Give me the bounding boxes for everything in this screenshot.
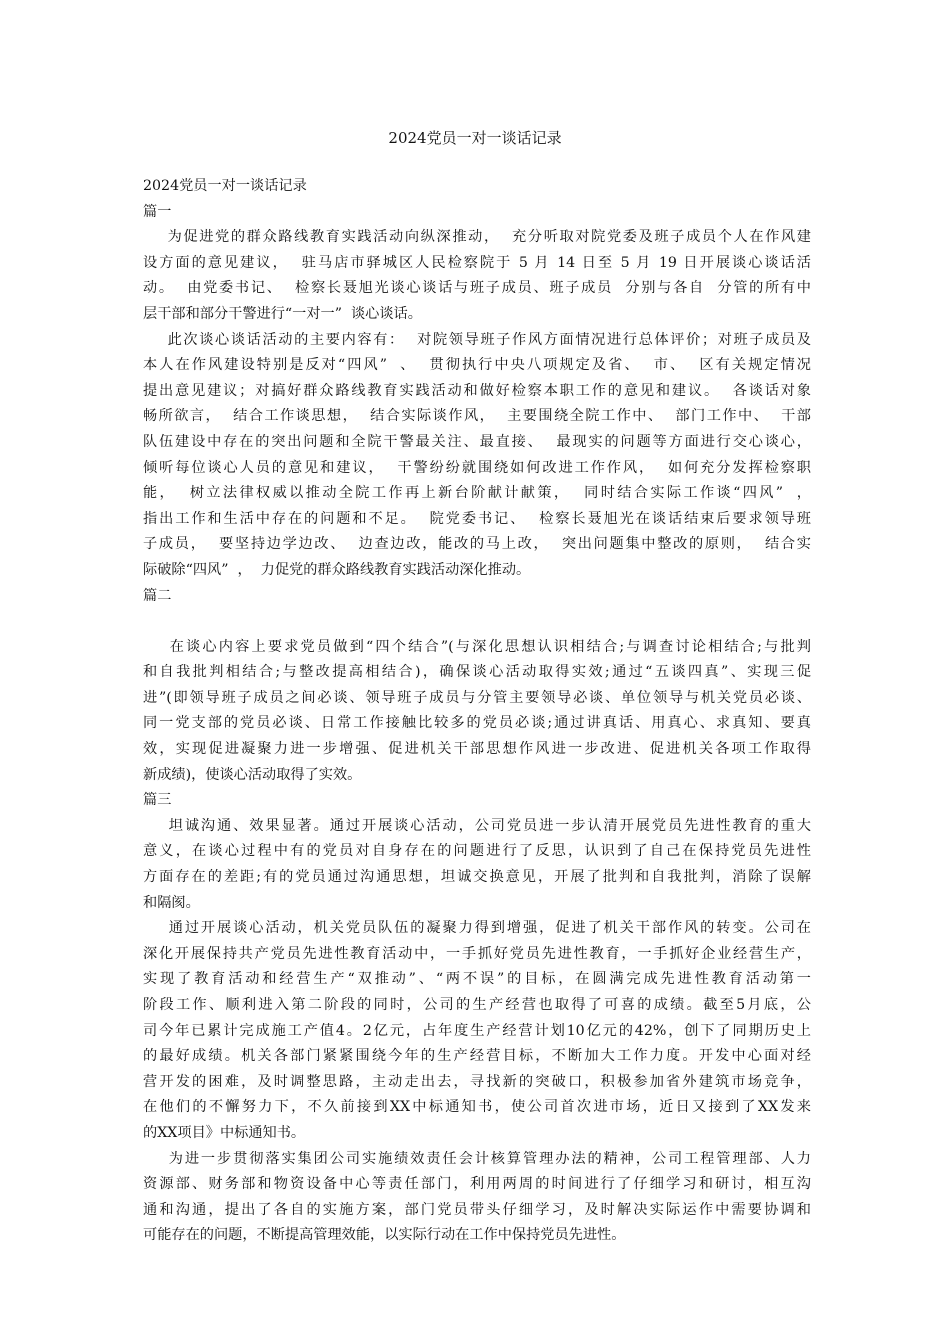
text-line: 营开发的困难，及时调整思路，主动走出去，寻找新的突破口，积极参加省外建筑市场竞争，	[143, 1073, 811, 1090]
text-line: 为进一步贯彻落实集团公司实施绩效责任会计核算管理办法的精神，公司工程管理部、人力	[143, 1150, 811, 1167]
blank-line	[143, 609, 811, 635]
text-line: 坦诚沟通、效果显著。通过开展谈心活动，公司党员进一步认清开展党员先进性教育的重大	[143, 817, 811, 834]
section-heading: 篇一	[143, 203, 172, 220]
text-line: 同一党支部的党员必谈、日常工作接触比较多的党员必谈;通过讲真话、用真心、求真知、要真	[143, 715, 811, 732]
text-line: 阶段工作、顺利进入第二阶段的同时，公司的生产经营也取得了可喜的成绩。截至5月底，公	[143, 997, 811, 1013]
text-line: 子成员， 要坚持边学边改、 边查边改，能改的马上改， 突出问题集中整改的原则， 结合实	[143, 536, 811, 553]
text-line: 倾听每位谈心人员的意见和建议， 干警纷纷就围绕如何改进工作作风， 如何充分发挥检察职	[143, 459, 811, 476]
text-line: 际破除“四风” ， 力促党的群众路线教育实践活动深化推动。	[143, 561, 531, 578]
paragraph	[143, 635, 811, 789]
text-line: 动。 由党委书记、 检察长聂旭光谈心谈话与班子成员、班子成员 分别与各自 分管的所有中	[143, 280, 811, 297]
text-line: 的XX项目》中标通知书。	[143, 1124, 306, 1141]
text-line: 指出工作和生活中存在的问题和不足。 院党委书记、 检察长聂旭光在谈话结束后要求领导班	[143, 510, 811, 527]
text-line: 深化开展保持共产党员先进性教育活动中，一手抓好党员先进性教育，一手抓好企业经营生产，	[143, 945, 811, 962]
text-line: 进”(即领导班子成员之间必谈、领导班子成员与分管主要领导必谈、单位领导与机关党员必谈、	[143, 689, 811, 706]
text-line: 和自我批判相结合;与整改提高相结合)，确保谈心活动取得实效;通过“五谈四真”、实现三促	[143, 664, 811, 681]
text-line: 效，实现促进凝聚力进一步增强、促进机关干部思想作风进一步改进、促进机关各项工作取得	[143, 741, 811, 758]
paragraph	[143, 328, 811, 584]
text-line: 可能存在的问题，不断提高管理效能，以实际行动在工作中保持党员先进性。	[143, 1227, 626, 1244]
text-line: 设方面的意见建议， 驻马店市驿城区人民检察院于 5 月 14 日至 5 月 19 日开展谈心谈话活	[143, 254, 811, 271]
text-line: 层干部和部分干警进行“一对一” 谈心谈话。	[143, 305, 422, 322]
paragraph	[143, 225, 811, 327]
text-line: 在他们的不懈努力下，不久前接到XX中标通知书，使公司首次进市场，近日又接到了XX发来	[143, 1099, 811, 1116]
text-line: 通过开展谈心活动，机关党员队伍的凝聚力得到增强，促进了机关干部作风的转变。公司在	[143, 920, 811, 937]
text-line: 提出意见建议；对搞好群众路线教育实践活动和做好检察本职工作的意见和建议。 各谈话对象	[143, 382, 811, 399]
document-body	[143, 174, 811, 1249]
text-line: 实现了教育活动和经营生产“双推动”、“两不误”的目标，在圆满完成先进性教育活动第一	[143, 971, 811, 988]
text-line: 和隔阂。	[143, 894, 200, 911]
paragraph	[143, 814, 811, 916]
text-line: 资源部、财务部和物资设备中心等责任部门，利用两周的时间进行了仔细学习和研讨，相互沟	[143, 1176, 811, 1193]
paragraph	[143, 1147, 811, 1249]
text-line: 为促进党的群众路线教育实践活动向纵深推动， 充分听取对院党委及班子成员个人在作风建	[143, 229, 811, 246]
text-line: 本人在作风建设特别是反对“四风” 、 贯彻执行中央八项规定及省、 市、 区有关规定情况	[143, 357, 811, 374]
document-title: 2024党员一对一谈话记录	[388, 129, 562, 147]
text-line: 的最好成绩。机关各部门紧紧围绕今年的生产经营目标，不断加大工作力度。开发中心面对经	[143, 1048, 811, 1065]
section-heading: 篇三	[143, 792, 172, 809]
text-line: 能， 树立法律权威以推动全院工作再上新台阶献计献策， 同时结合实际工作谈“四风” ，	[143, 485, 811, 502]
text-line: 方面存在的差距;有的党员通过沟通思想，坦诚交换意见，开展了批判和自我批判，消除了误解	[143, 869, 811, 886]
document-subtitle: 2024党员一对一谈话记录	[143, 178, 307, 194]
text-line: 新成绩)，使谈心活动取得了实效。	[143, 766, 362, 783]
text-line: 意义，在谈心过程中有的党员对自身存在的问题进行了反思，认识到了自己在保持党员先进性	[143, 843, 811, 860]
text-line: 畅所欲言， 结合工作谈思想， 结合实际谈作风， 主要围绕全院工作中、 部门工作中、 干部	[143, 408, 811, 425]
text-line: 司今年已累计完成施工产值4。2亿元，占年度生产经营计划10亿元的42%，创下了同期历史上	[143, 1022, 811, 1039]
text-line: 通和沟通，提出了各自的实施方案，部门党员带头仔细学习，及时解决实际运作中需要协调和	[143, 1201, 811, 1218]
text-line: 在谈心内容上要求党员做到“四个结合”(与深化思想认识相结合;与调查讨论相结合;与批判	[143, 638, 811, 655]
section-heading: 篇二	[143, 587, 172, 604]
text-line: 此次谈心谈话活动的主要内容有： 对院领导班子作风方面情况进行总体评价；对班子成员及	[143, 331, 811, 348]
paragraph	[143, 916, 811, 1146]
text-line: 队伍建设中存在的突出问题和全院干警最关注、最直接、 最现实的问题等方面进行交心谈心，	[143, 433, 811, 450]
